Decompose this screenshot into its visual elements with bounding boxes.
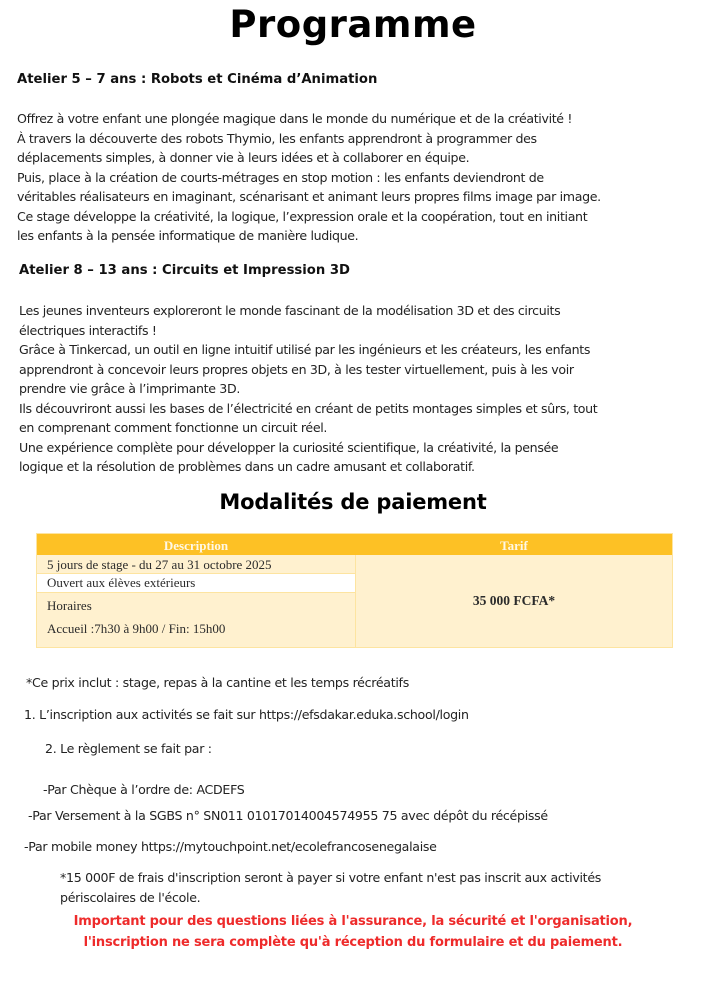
paragraph-line: véritables réalisateurs en imaginant, scénarisant et animant leurs propres films image par image. bbox=[17, 189, 601, 204]
table-row-schedule bbox=[37, 593, 355, 647]
schedule-hours: Accueil :7h30 à 9h00 / Fin: 15h00 bbox=[47, 621, 226, 636]
table-row-dates: 5 jours de stage - du 27 au 31 octobre 2025 bbox=[37, 555, 355, 574]
paragraph-line: les enfants à la pensée informatique de manière ludique. bbox=[17, 228, 359, 243]
paragraph-line: Les jeunes inventeurs exploreront le monde fascinant de la modélisation 3D et des circuits bbox=[19, 303, 561, 318]
registration-fee-note bbox=[60, 868, 601, 908]
price-includes-note: *Ce prix inclut : stage, repas à la cantine et les temps récréatifs bbox=[26, 675, 409, 690]
atelier-1-description bbox=[17, 109, 601, 246]
paragraph-line: logique et la résolution de problèmes dans un cadre amusant et collaboratif. bbox=[19, 459, 475, 474]
page-title: Programme bbox=[229, 3, 477, 46]
column-header-description: Description bbox=[163, 538, 229, 553]
warning-line: Important pour des questions liées à l'assurance, la sécurité et l'organisation, bbox=[73, 914, 633, 929]
important-warning bbox=[0, 911, 706, 953]
paragraph-line: À travers la découverte des robots Thymio, les enfants apprendront à programmer des bbox=[17, 130, 537, 146]
payment-method-cheque: -Par Chèque à l’ordre de: ACDEFS bbox=[43, 782, 245, 797]
paragraph-line: déplacements simples, à donner vie à leurs idées et à collaborer en équipe. bbox=[17, 150, 470, 165]
pricing-table bbox=[36, 533, 673, 648]
paragraph-line: apprendront à concevoir leurs propres objets en 3D, à les tester virtuellement, puis à les voir bbox=[19, 361, 574, 377]
paragraph-line: prendre vie grâce à l’imprimante 3D. bbox=[19, 381, 240, 396]
price-cell: 35 000 FCFA* bbox=[472, 593, 556, 608]
note-line: périscolaires de l'école. bbox=[60, 890, 201, 905]
paragraph-line: en comprenant comment fonctionne un circuit réel. bbox=[19, 420, 328, 435]
schedule-label: Horaires bbox=[47, 598, 92, 613]
registration-step: 1. L’inscription aux activités se fait sur https://efsdakar.eduka.school/login bbox=[24, 707, 469, 722]
table-header bbox=[37, 534, 672, 555]
paragraph-line: Offrez à votre enfant une plongée magique dans le monde du numérique et de la créativité ! bbox=[17, 111, 573, 126]
atelier-1-heading: Atelier 5 – 7 ans : Robots et Cinéma d’Animation bbox=[17, 72, 378, 87]
warning-line: l'inscription ne sera complète qu'à réception du formulaire et du paiement. bbox=[83, 935, 623, 950]
paragraph-line: Une expérience complète pour développer la curiosité scientifique, la créativité, la pensée bbox=[19, 439, 559, 455]
paragraph-line: électriques interactifs ! bbox=[19, 322, 157, 338]
payment-title: Modalités de paiement bbox=[219, 490, 487, 514]
payment-method-transfer: -Par Versement à la SGBS n° SN011 01017014004574955 75 avec dépôt du récépissé bbox=[28, 808, 548, 823]
paragraph-line: Ce stage développe la créativité, la logique, l’expression orale et la coopération, tout en initiant bbox=[17, 208, 588, 224]
atelier-2-description bbox=[19, 301, 597, 477]
paragraph-line: Grâce à Tinkercad, un outil en ligne intuitif utilisé par les ingénieurs et les créateurs, les enfants bbox=[19, 342, 591, 357]
payment-step: 2. Le règlement se fait par : bbox=[45, 741, 212, 756]
payment-method-mobile: -Par mobile money https://mytouchpoint.net/ecolefrancosenegalaise bbox=[24, 839, 437, 854]
atelier-2-heading: Atelier 8 – 13 ans : Circuits et Impression 3D bbox=[19, 263, 350, 278]
paragraph-line: Ils découvriront aussi les bases de l’électricité en créant de petits montages simples et sûrs, tout bbox=[19, 400, 598, 416]
column-header-tarif: Tarif bbox=[500, 538, 528, 553]
paragraph-line: Puis, place à la création de courts-métrages en stop motion : les enfants deviendront de bbox=[17, 169, 544, 185]
table-row-open: Ouvert aux élèves extérieurs bbox=[37, 574, 355, 593]
note-line: *15 000F de frais d'inscription seront à payer si votre enfant n'est pas inscrit aux activités bbox=[60, 870, 602, 885]
